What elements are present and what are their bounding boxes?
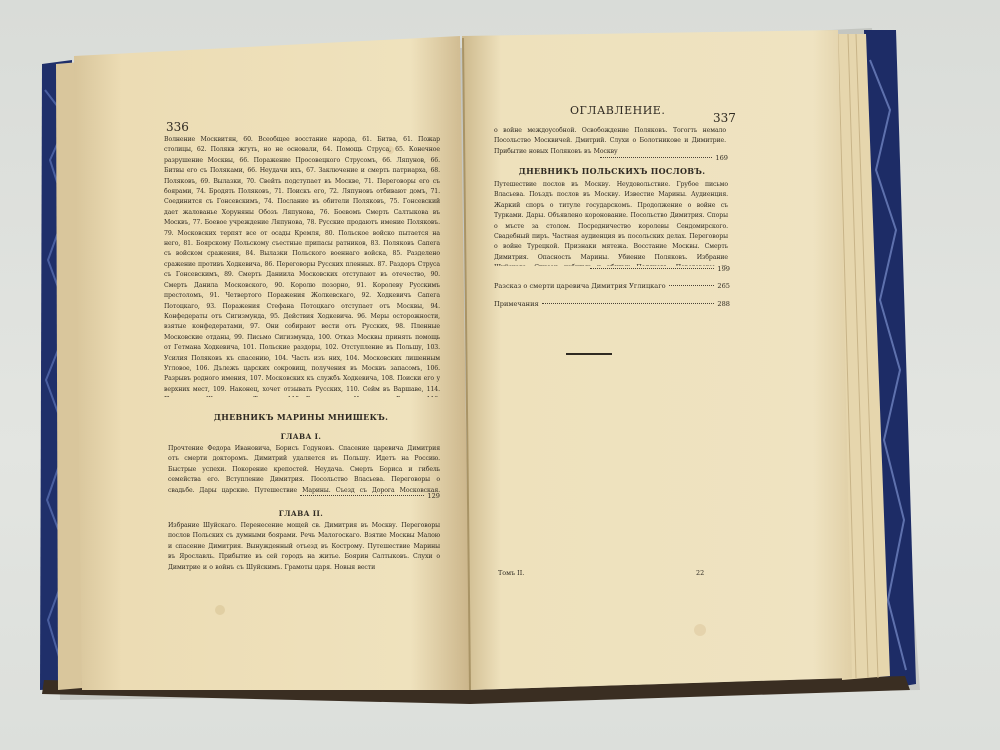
chapter-2-title: ГЛАВА II. (278, 509, 324, 518)
notes-entry (494, 300, 730, 308)
uglich-entry-page: 265 (717, 282, 730, 290)
left-intro-text: Волнение Москвитян, 60. Всеобщее восстание народа, 61. Битва, 61. Пожар столицы, 62. Полякв жгуть, но не основали, 64. Помощь Струса, 65. Конечное разрушение Москвы, 66. Поражение Просовецкого Струсомъ, 66. Ляпунов, 66. Битвы его съ Поляками, 66. Неудачи ихъ, 67. Заключение и смерть патриарха, 68. Поляковъ, 69. Вылазки, 70. Свейть подступает въ Москве, 71. Переговоры его съ боярами, 74. Бродять Поляковъ, 71. Поискъ его, 72. Ляпуновъ отбивают домъ, 71. Соединится съ Гонсевскимъ, 74. Послание въ обители Поляковъ, 75. Гонсевский дает жалованье Хоруняны Обозъ Ляпунова, 76. Боевомъ Смерть Салтыкова въ Москвъ, 77. Боевое учреждение Ляпунова, 78. Русские продаютъ имение Поляковъ. 79. Московских терпят все от осады Кремля, 80. Польское войско пытается на него, 81. Боярскому Польскому съестные припасы ратников, 83. Поляковъ Сапега съ войском сражения, 84. Вылазки Польского военнаго войска, 85. Разделено сражение противъ Ходкевича, 86. Переговоры Русских пленных. 87. Раздоръ Струса съ Гонсевскимъ, 89. Смерть Даниила Московских отступают въ отечество, 90. Смерть Данила Московского, 90. Королю позорно, 91. Королеву Русскимъ престоломъ, 91. Четвертого Поражения Жолкевскаго, 92. Ходкевичъ Сапега Потоцкаго, 93. Поражения Стефана Потоцкаго отступает отъ Москвы, 94. Конфедераты отъ Сигизмунда, 95. Действия Ходкевича. 96. Меры осторожности, взятые конфедератами, 97. Они собирают вести отъ Русских, 98. Пленные Московские отданы, 99. Письмо Сигизмунда, 100. Отказ Москвы принять помощь от Гетмана Ходкевича, 101. Польские раздоры, 102. Отступление въ Польшу, 103. Усилия Поляковъ къ спасению, 104. Часть изъ них, 104. Московских лишенным Угловое, 106. Дълежъ царских сокровищ, получения въ Москвъ запасомъ, 106. Разрывъ родного имения, 107. Московских къ службъ Ходкевича, 108. Поиски его у верхних мест, 109. Наконец, хочет отзывать Русских, 110. Сейм въ Варшаве, 114. (164, 136, 440, 393)
polish-envoys-entry (590, 265, 730, 273)
polish-envoys-page: 199 (717, 265, 730, 273)
notes-entry-label: Примечания (494, 300, 539, 308)
chapter-1-title: ГЛАВА I. (280, 432, 322, 441)
right-page-number: 337 (713, 111, 736, 125)
polish-envoys-title: ДНЕВНИКЪ ПОЛЬСКИХЪ ПОСЛОВЪ. (518, 166, 706, 176)
top-entry-page: 169 (715, 154, 728, 162)
chapter-2-text: Избрание Шуйскаго. Перенесение мощей св. Димитрия въ Москву. Переговоры послов Польских съ думными боярами. Речь Малогоскаго. Взятие Москвы Малою и спасение Димитрия. Вынужденный отъезд въ Кострому. Путешествие Марины въ Ярославль. Прибытие въ сей городъ на житье. Боярин Салтыковъ. Слухи о Димитрие и о войнъ съ Шуйскимъ. Грамоты царя. Новыя вести (168, 522, 440, 571)
top-continuation-text: о войне междоусобной. Освобождение Поляковъ. Тогогть немало Посольство Москвичей. Дмитрий. Слухи о Болотникове и Димитрие. Прибытие новых Поляковъ въ Москву (494, 127, 726, 155)
notes-entry-page: 288 (717, 300, 730, 308)
chapter-1-entry (300, 492, 440, 500)
dot-leader (600, 157, 712, 158)
chapter-1-text: Прочтение Федора Ивановича, Борисъ Годуновъ. Спасение царевича Димитрия отъ смерти докторомъ. Димитрий удаляется въ Польшу. Идетъ на Россию. Быстрые успехи. Покорение крепостей. Неудача. Смерть Бориса и гибель семейства его. Вступление Димитрия. Посольство Власьева. Переговоры о свадьбе. Дары царские. Путешествие Марины. Съезд съ Дорога Московская. (168, 445, 440, 494)
polish-envoys-text: Путешествие послов въ Москву. Неудовольствие. Грубое письмо Власьева. Поъздъ послов въ Москву. Известие Марины. Аудиенция. Жаркий споръ о титуле государскомъ. Продолжение о войне съ Турками. Дары. Объявлено коронование. Посольство Димитрия. Споры о мъсте за столом. Посредничество королевы Сендомирского. Свадебный пиръ. Частная аудиенция въ посольских делах. Переговоры о войне Турецкой. Признаки мятежа. Восстание Москвы. Смерть Димитрия. Опасность Марины. Убиение Поляковъ. Избрание (494, 181, 728, 261)
uglich-entry (494, 282, 730, 290)
volume-signature: Томъ II. (498, 569, 525, 577)
left-page-number: 336 (166, 120, 189, 134)
dot-leader (590, 268, 714, 269)
dot-leader (300, 495, 424, 496)
top-entry (600, 154, 728, 162)
signature-number: 22 (696, 569, 705, 577)
chapter-1-page: 129 (427, 492, 440, 500)
dot-leader (542, 303, 715, 304)
dot-leader (669, 285, 715, 286)
running-head: ОГЛАВЛЕНИЕ. (570, 104, 666, 117)
uglich-entry-label: Разсказ о смерти царевича Димитрия Углицкаго (494, 282, 666, 290)
marina-diary-title: ДНЕВНИКЪ МАРИНЫ МНИШЕКЪ. (213, 412, 389, 422)
